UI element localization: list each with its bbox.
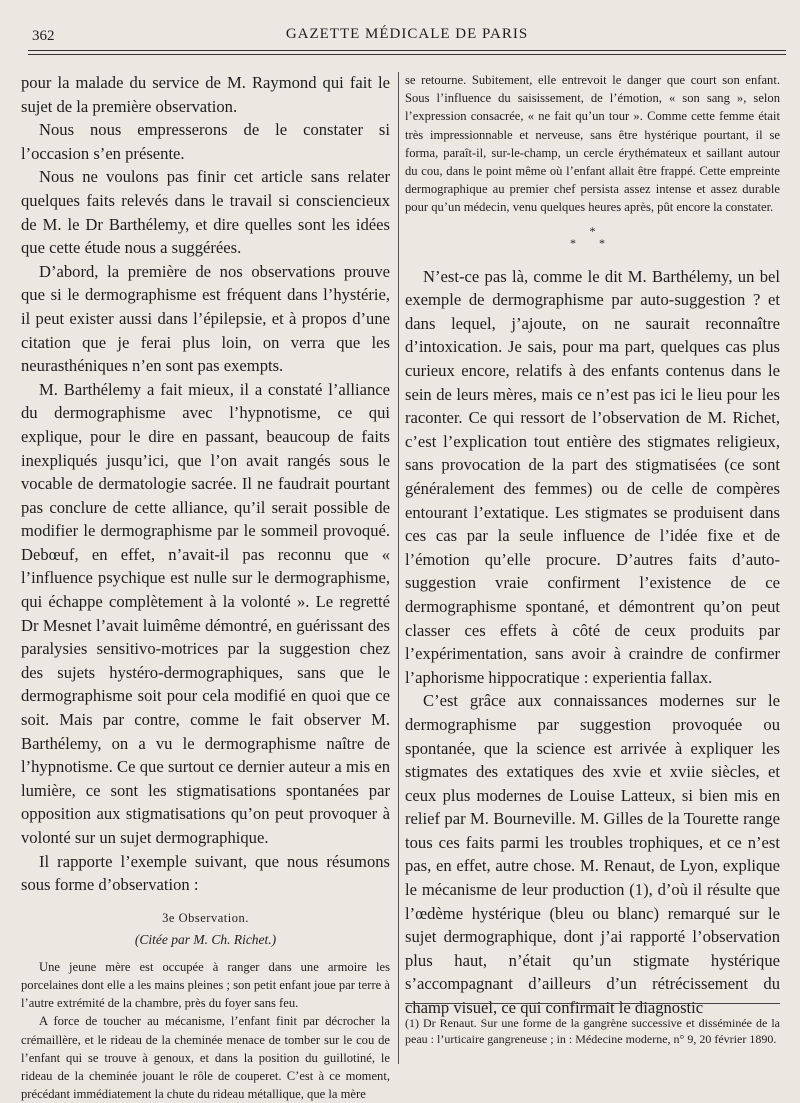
page-number: 362 (32, 28, 55, 44)
observation-continuation: se retourne. Subitement, elle entrevoit le danger que court son enfant. Sous l’influence du saisissement, de l’émotion, « son sang », selon l’expression consacrée, « ne fait qu’un tour ». Comme cette femme était très impressionnable et nerveuse, sans être hystérique pourtant, il se forma, paraît-il, sur-le-champ, un cercle érythémateux et saillant autour du cou, dans le point même où l’enfant allait être frappé. Cette empreinte dermographique au premier chef persista assez intense et assez durable pour qu’un médecin, venu quelques heures après, pût encore la constater. (405, 73, 780, 215)
observation-citation: (Citée par M. Ch. Richet.) (134, 931, 277, 947)
left-column (21, 71, 390, 1103)
paragraph: Nous nous empresserons de le constater si l’occasion s’en présente. (21, 120, 390, 163)
separator-stars: * * (570, 235, 615, 250)
paragraph: N’est-ce pas là, comme le dit M. Barthélemy, un bel exemple de dermographisme par auto-suggestion ? et dans lequel, j’ajoute, on ne saurait reconnaître d’intoxication. Je sais, pour ma part, quelques cas plus curieux encore, relatifs à des enfants contenus dans le sein de leurs mères, mais ce n’est pas ici le lieu pour les raconter. Ce qui ressort de l’observation de M. Richet, c’est l’explication tout entière des stigmates religieux, sans provocation de la part des stigmatisées (ce sont généralement des femmes) ou de celle de compères entourant l’extatique. Les stigmates se produisent dans ces cas par la seule influence de l’idée fixe et de l’émotion qu’elle procure. D’autres faits d’auto-suggestion vraie confirment l’existence de ce dermographisme spontané, et démontrent qu’on peut classer ces effets à côté de ceux produits par l’expérimentation, sans avoir à craindre de confirmer l’aphorisme hippocratique : experientia fallax. (405, 266, 780, 687)
observation-paragraph: Une jeune mère est occupée à ranger dans une armoire les porcelaines dont elle a les mains pleines ; son petit enfant joue par terre à l’autre extrémité de la chambre, près du foyer sans feu. (21, 959, 390, 1011)
paragraph: Il rapporte l’exemple suivant, que nous résumons sous forme d’observation : (21, 851, 390, 895)
header-rule (28, 50, 786, 51)
journal-title: GAZETTE MÉDICALE DE PARIS (285, 26, 529, 42)
footnote-rule (405, 1003, 780, 1004)
observation-paragraph: A force de toucher au mécanisme, l’enfant finit par décrocher la crémaillère, et le rideau de la cheminée menace de tomber sur le cou de l’enfant qui se trouve à genoux, et dans la position du guillotiné, le rideau de la cheminée jouant le rôle de couperet. C’est à ce moment, précédant immédiatement la chute du rideau métallique, que la mère (21, 1014, 390, 1102)
right-column (405, 71, 780, 1046)
page-header (28, 26, 786, 62)
paragraph: D’abord, la première de nos observations prouve que si le dermographisme est fréquent dans l’hystérie, il peut exister aussi dans l’épilepsie, et à propos d’une citation que je ferai plus loin, on verra que les neurasthéniques n’en sont pas exempts. (21, 261, 390, 376)
header-rule-thin (28, 54, 786, 55)
paragraph: Nous ne voulons pas finir cet article sans relater quelques faits relevés dans le travail si consciencieux de M. le Dr Barthélemy, et dire quelles sont les idées que cette étude nous a suggérées. (21, 167, 390, 258)
section-separator (405, 225, 780, 249)
paragraph: pour la malade du service de M. Raymond qui fait le sujet de la première observation. (21, 73, 390, 116)
separator-star: * (589, 223, 596, 238)
column-divider (398, 72, 399, 1064)
paragraph: C’est grâce aux connaissances modernes sur le dermographisme par suggestion provoquée ou spontanée, que la science est arrivée à expliquer les stigmates des extatiques des xvie et xviie siècles, et ceux plus modernes de Louise Latteux, si bien mis en relief par M. Bourneville. M. Gilles de la Tourette range tous ces faits parmi les troubles trophiques, et ce n’est pas, en effet, autre chose. M. Renaut, de Lyon, explique le mécanisme de leur production (1), d’où il résulte que l’œdème hystérique (bleu ou blanc) remarqué sur le sujet dermographique, dont j’ai rapporté l’observation plus haut, n’était qu’un stigmate hystérique s’accompagnant d’ailleurs d’un rétrécissement du champ visuel, ce qui confirmait le diagnostic (405, 691, 780, 1018)
paragraph: M. Barthélemy a fait mieux, il a constaté l’alliance du dermographisme avec l’hypnotisme, ce qui explique, pour le dire en passant, beaucoup de faits inexpliqués jusqu’ici, que l’on avait rangés sous le vocable de dermatologie sacrée. Il ne faudrait pourtant pas conclure de cette alliance, qu’il serait possible de modifier le dermographisme par le sommeil provoqué. Debœuf, en effet, n’avait-il pas reconnu que « l’influence psychique est nulle sur le dermographisme, qui échappe complètement à la volonté ». Le regretté Dr Mesnet l’avait luimême démontré, en guérissant des paralysies sensitivo-motrices par la suggestion chez des sujets hystéro-dermographiques, sans que le dermographisme soit pour cela modifié en quoi que ce soit. Mais par contre, comme le fait observer M. Barthélemy, on a vu le dermographisme naître de l’hypnotisme. Ce que surtout ce dernier auteur a mis en lumière, ce sont les stigmatisations spontanées par opposition aux stigmatisations qu’on peut provoquer à volonté sur un sujet dermographique. (21, 379, 390, 847)
observation-title: 3e Observation. (162, 910, 249, 925)
footnote: (1) Dr Renaut. Sur une forme de la gangrène successive et disséminée de la peau : l’urticaire gangreneuse ; in : Médecine moderne, n° 9, 20 février 1890. (405, 1016, 780, 1046)
